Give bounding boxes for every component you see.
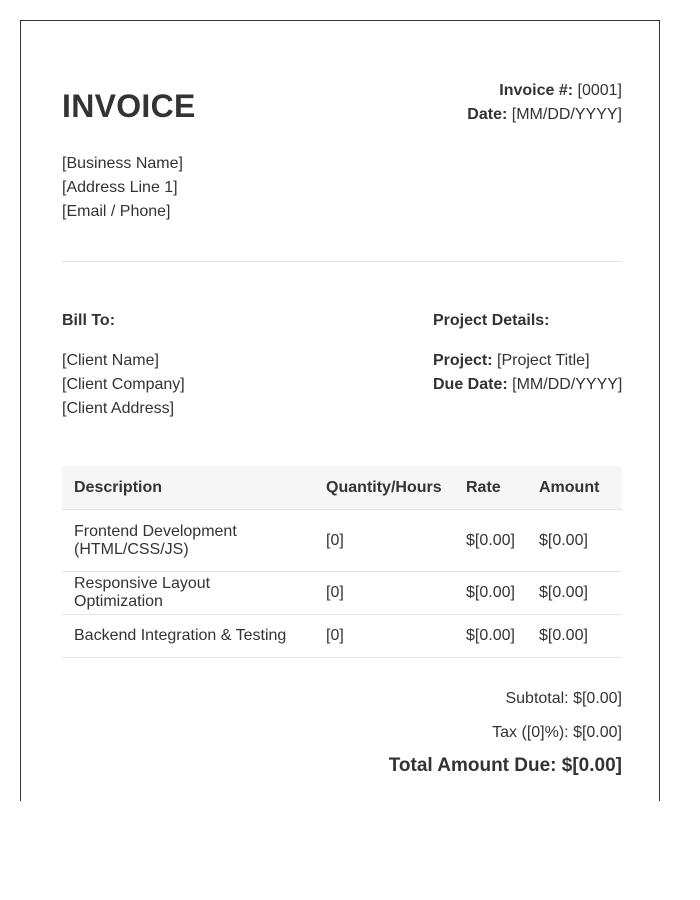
invoice-number-line — [467, 79, 622, 103]
item-amount: $[0.00] — [527, 510, 622, 572]
totals-section — [389, 687, 622, 777]
invoice-number-value: [0001] — [577, 82, 622, 99]
invoice-sheet — [20, 20, 660, 801]
business-info — [62, 152, 183, 224]
client-company: [Client Company] — [62, 376, 185, 393]
item-rate: $[0.00] — [454, 572, 527, 615]
due-date-line — [433, 373, 622, 397]
project-label: Project: — [433, 352, 493, 369]
invoice-meta — [467, 79, 622, 127]
business-contact: [Email / Phone] — [62, 203, 171, 220]
invoice-date-line — [467, 103, 622, 127]
bill-to-section — [62, 309, 185, 421]
business-name: [Business Name] — [62, 155, 183, 172]
tax: Tax ([0]%): $[0.00] — [492, 724, 622, 741]
item-quantity: [0] — [314, 510, 454, 572]
item-quantity: [0] — [314, 572, 454, 615]
item-amount: $[0.00] — [527, 615, 622, 658]
header-description: Description — [62, 466, 314, 510]
item-quantity: [0] — [314, 615, 454, 658]
header-quantity: Quantity/Hours — [314, 466, 454, 510]
table-row — [62, 510, 622, 572]
project-details-heading: Project Details: — [433, 312, 550, 329]
due-date-label: Due Date: — [433, 376, 508, 393]
item-amount: $[0.00] — [527, 572, 622, 615]
total-amount-due: Total Amount Due: $[0.00] — [388, 755, 622, 776]
project-details-section — [433, 309, 622, 397]
header-amount: Amount — [527, 466, 622, 510]
header-rate: Rate — [454, 466, 527, 510]
table-header-row — [62, 466, 622, 510]
table-row — [62, 572, 622, 615]
item-rate: $[0.00] — [454, 615, 527, 658]
bill-to-heading: Bill To: — [62, 312, 116, 329]
client-address: [Client Address] — [62, 400, 175, 417]
table-row — [62, 615, 622, 658]
subtotal: Subtotal: $[0.00] — [505, 690, 622, 707]
project-value: [Project Title] — [497, 352, 590, 369]
line-items-table — [62, 466, 622, 658]
due-date-value: [MM/DD/YYYY] — [512, 376, 623, 393]
project-line — [433, 349, 622, 373]
client-name: [Client Name] — [62, 352, 159, 369]
invoice-title: INVOICE — [62, 88, 196, 124]
invoice-date-value: [MM/DD/YYYY] — [511, 106, 622, 123]
invoice-date-label: Date: — [467, 106, 508, 123]
item-description: Backend Integration & Testing — [62, 615, 314, 658]
item-description: Frontend Development (HTML/CSS/JS) — [62, 510, 314, 572]
invoice-number-label: Invoice #: — [499, 82, 574, 99]
business-address: [Address Line 1] — [62, 179, 178, 196]
item-description: Responsive Layout Optimization — [62, 572, 314, 615]
header-divider — [62, 261, 622, 262]
item-rate: $[0.00] — [454, 510, 527, 572]
